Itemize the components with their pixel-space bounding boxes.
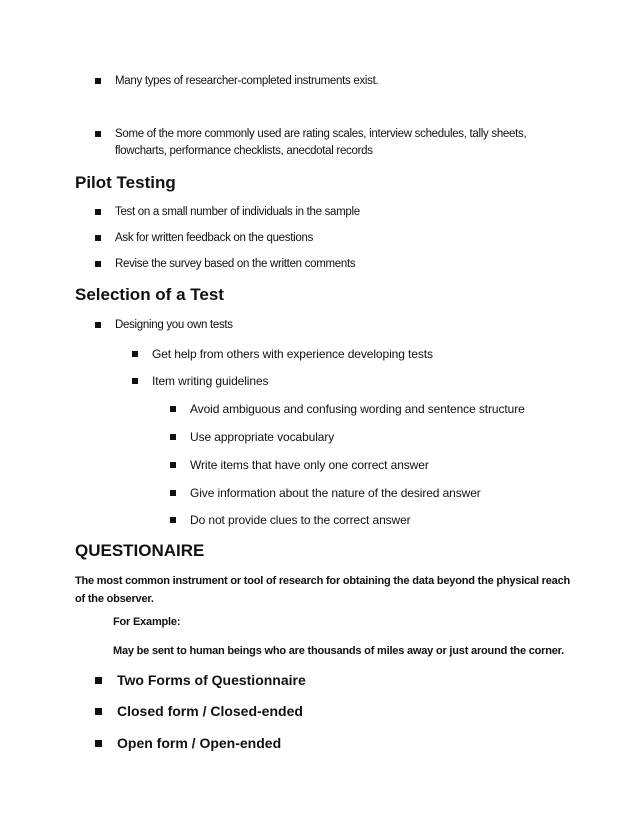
bullet-common-instruments: Some of the more commonly used are rating scales, interview schedules, tally sheets, flowcharts, performance checklists, anecdotal records	[95, 126, 535, 160]
bullet-item-writing-guidelines: Item writing guidelines	[132, 373, 592, 389]
bullet-open-form: Open form / Open-ended	[95, 734, 575, 752]
questionnaire-definition: The most common instrument or tool of research for obtaining the data beyond the physical reach of the observer.	[75, 575, 571, 605]
heading-pilot-testing: Pilot Testing	[75, 173, 176, 192]
bullet-guideline-5: Do not provide clues to the correct answer	[170, 512, 600, 528]
bullet-guideline-1: Avoid ambiguous and confusing wording and sentence structure	[170, 401, 600, 417]
heading-selection-of-a-test: Selection of a Test	[75, 285, 224, 304]
square-bullet-icon	[170, 490, 176, 496]
bullet-pilot-1: Test on a small number of individuals in the sample	[95, 204, 575, 221]
square-bullet-icon	[95, 740, 102, 747]
bullet-pilot-3: Revise the survey based on the written comments	[95, 256, 575, 273]
square-bullet-icon	[170, 406, 176, 412]
square-bullet-icon	[170, 434, 176, 440]
bullet-pilot-2: Ask for written feedback on the questions	[95, 230, 575, 247]
square-bullet-icon	[95, 677, 102, 684]
bullet-guideline-3: Write items that have only one correct answer	[170, 457, 600, 473]
square-bullet-icon	[95, 708, 102, 715]
square-bullet-icon	[95, 131, 101, 137]
bullet-closed-form: Closed form / Closed-ended	[95, 702, 575, 720]
square-bullet-icon	[95, 235, 101, 241]
bullet-guideline-2: Use appropriate vocabulary	[170, 429, 600, 445]
bullet-two-forms: Two Forms of Questionnaire	[95, 671, 575, 689]
square-bullet-icon	[95, 322, 101, 328]
square-bullet-icon	[132, 351, 138, 357]
square-bullet-icon	[170, 462, 176, 468]
square-bullet-icon	[132, 378, 138, 384]
square-bullet-icon	[95, 209, 101, 215]
bullet-designing-tests: Designing you own tests	[95, 317, 575, 334]
bullet-guideline-4: Give information about the nature of the desired answer	[170, 485, 600, 501]
bullet-instruments-exist: Many types of researcher-completed instruments exist.	[95, 73, 575, 90]
bullet-get-help: Get help from others with experience developing tests	[132, 346, 592, 362]
square-bullet-icon	[170, 517, 176, 523]
example-label: For Example:	[113, 616, 181, 628]
square-bullet-icon	[95, 78, 101, 84]
square-bullet-icon	[95, 261, 101, 267]
example-text: May be sent to human beings who are thousands of miles away or just around the corner.	[113, 645, 564, 657]
heading-questionaire: QUESTIONAIRE	[75, 541, 205, 560]
